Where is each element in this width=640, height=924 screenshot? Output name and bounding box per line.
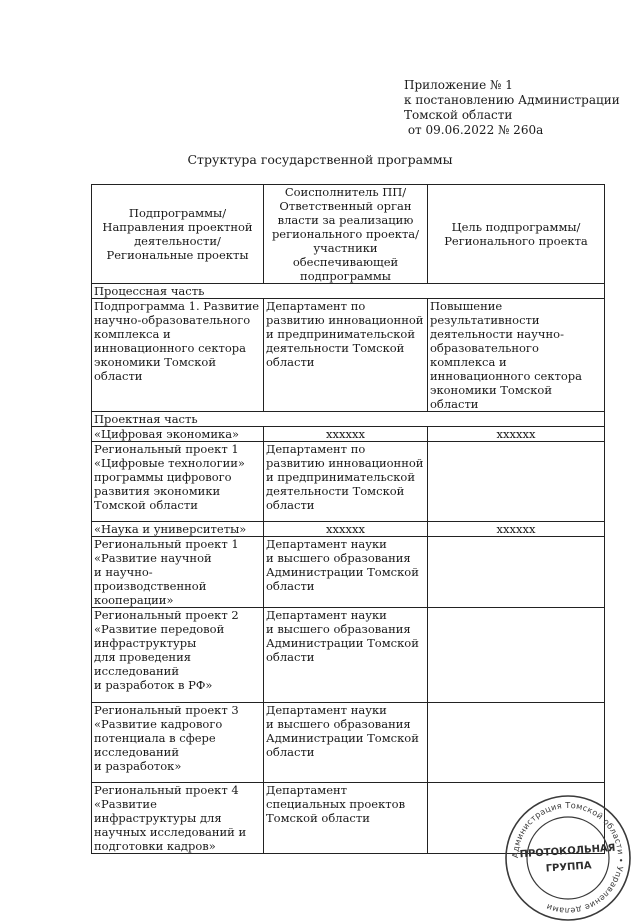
cell-executor: Департамент специальных проектов Томской области (264, 783, 428, 854)
cell-goal (428, 703, 605, 783)
cell-goal (428, 442, 605, 522)
region-name: Томской области (404, 108, 513, 122)
cell-name: Подпрограмма 1. Развитие научно-образовательного комплекса и инновационного сектора экономики Томской области (92, 299, 264, 412)
cell-executor: Департамент науки и высшего образования Администрации Томской области (264, 703, 428, 783)
cell-executor: Департамент науки и высшего образования Администрации Томской области (264, 608, 428, 703)
stamp-ring-path-text: Администрация Томской области • Управление делами (509, 799, 627, 917)
table-header-row (92, 185, 605, 284)
table-row (92, 703, 605, 783)
table-row (92, 299, 605, 412)
stamp-center-line1: ПРОТОКОЛЬНАЯ (519, 842, 616, 861)
cell-name: «Цифровая экономика» (92, 427, 264, 442)
resolution-ref: к постановлению Администрации (404, 93, 620, 107)
cell-executor: xxxxxx (264, 427, 428, 442)
cell-goal: xxxxxx (428, 522, 605, 537)
cell-executor: Департамент по развитию инновационной и предпринимательской деятельности Томской области (264, 299, 428, 412)
header-executor: Соисполнитель ПП/ Ответственный орган власти за реализацию регионального проекта/ участники обеспечивающей подпрограммы (264, 185, 428, 284)
table-row (92, 608, 605, 703)
section-row-process (92, 284, 605, 299)
cell-name: Региональный проект 3 «Развитие кадрового потенциала в сфере исследований и разработок» (92, 703, 264, 783)
cell-name: Региональный проект 1 «Цифровые технологии» программы цифрового развития экономики Томской области (92, 442, 264, 522)
section-row-project (92, 412, 605, 427)
header-subprograms: Подпрограммы/ Направления проектной деятельности/ Региональные проекты (92, 185, 264, 284)
cell-executor: Департамент науки и высшего образования Администрации Томской области (264, 537, 428, 608)
direction-row (92, 522, 605, 537)
cell-name: Региональный проект 2 «Развитие передовой инфраструктуры для проведения исследований и разработок в РФ» (92, 608, 264, 703)
cell-goal (428, 537, 605, 608)
table-row (92, 537, 605, 608)
cell-name: «Наука и университеты» (92, 522, 264, 537)
cell-executor: Департамент по развитию инновационной и предпринимательской деятельности Томской области (264, 442, 428, 522)
table-row (92, 442, 605, 522)
section-label: Проектная часть (92, 412, 605, 427)
appendix-header (404, 78, 620, 138)
cell-executor: xxxxxx (264, 522, 428, 537)
stamp-center-line2: ГРУППА (545, 860, 592, 875)
direction-row (92, 427, 605, 442)
cell-goal (428, 608, 605, 703)
cell-goal: xxxxxx (428, 427, 605, 442)
header-goal: Цель подпрограммы/ Регионального проекта (428, 185, 605, 284)
cell-name: Региональный проект 1 «Развитие научной и научно-производственной кооперации» (92, 537, 264, 608)
cell-goal: Повышение результативности деятельности научно-образовательного комплекса и инновационного сектора экономики Томской области (428, 299, 605, 412)
appendix-number: Приложение № 1 (404, 78, 513, 92)
official-stamp (502, 792, 634, 924)
cell-name: Региональный проект 4 «Развитие инфраструктуры для научных исследований и подготовки кадров» (92, 783, 264, 854)
section-label: Процессная часть (92, 284, 605, 299)
resolution-date: от 09.06.2022 № 260а (404, 123, 544, 137)
program-structure-table (91, 184, 605, 854)
document-title: Структура государственной программы (187, 152, 453, 167)
